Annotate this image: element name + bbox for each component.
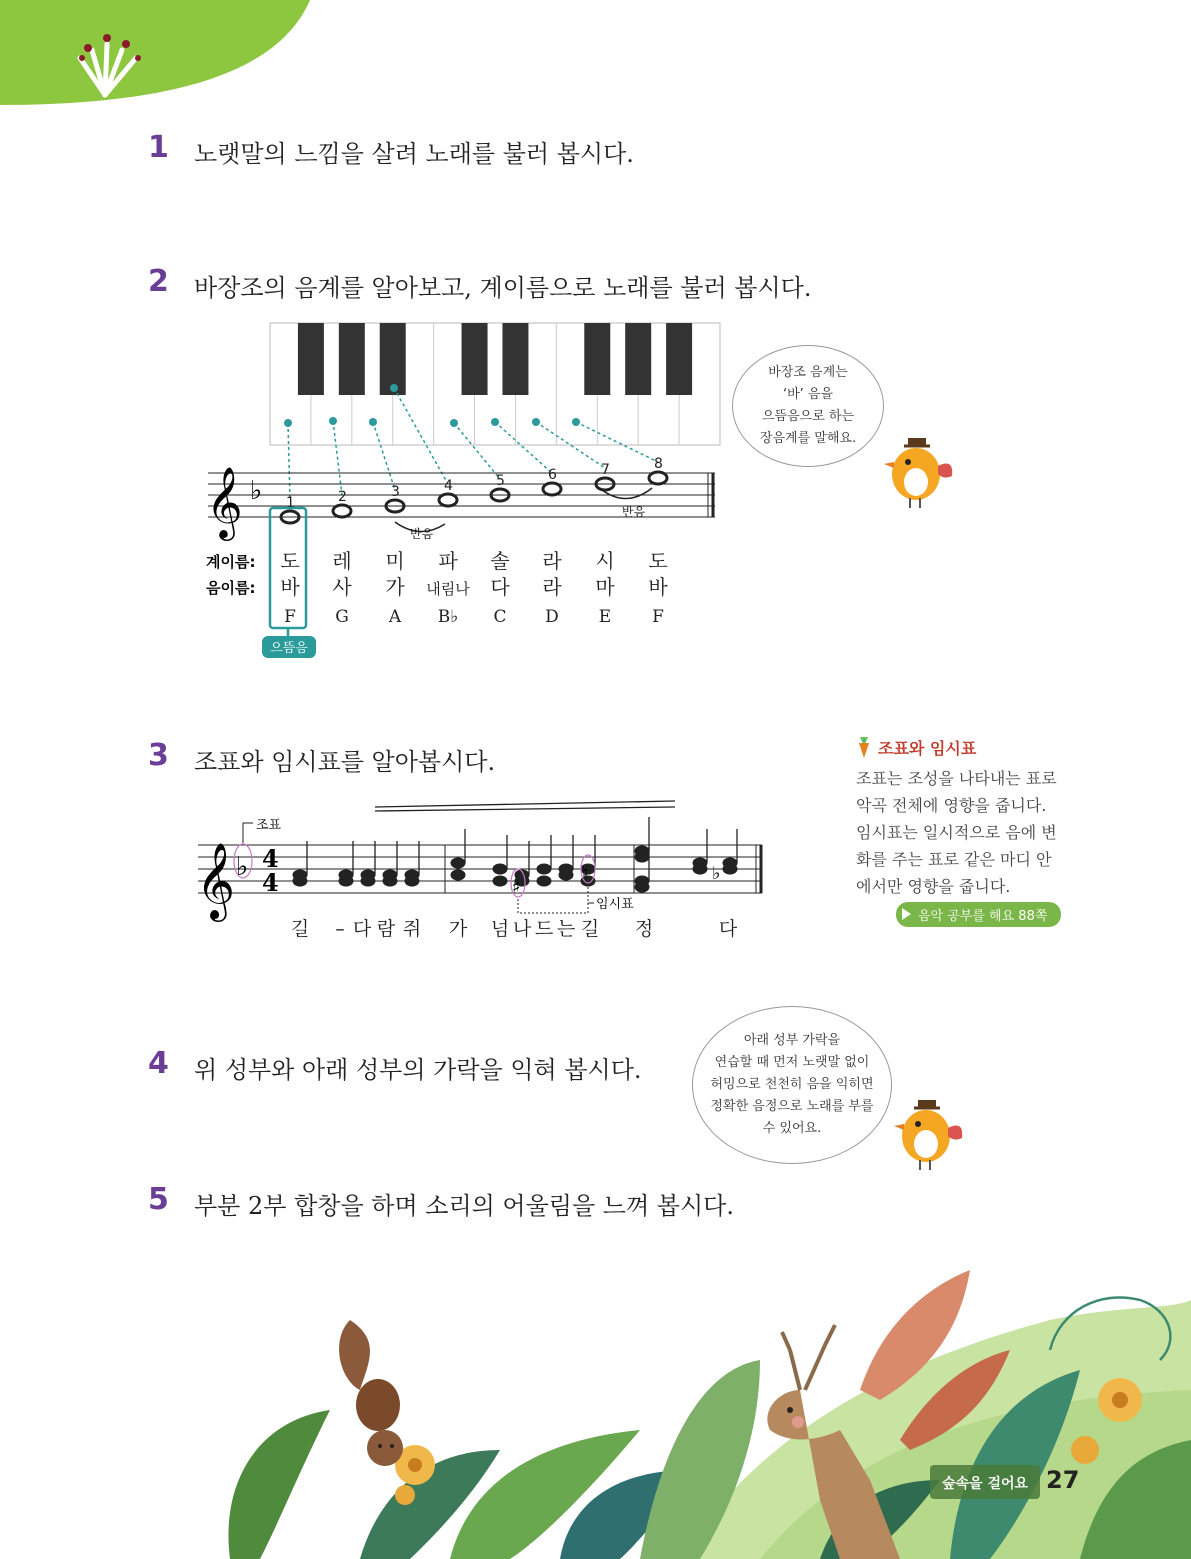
page-number: 27 xyxy=(1046,1466,1080,1494)
key-dot xyxy=(532,418,540,426)
question-5-number: 5 xyxy=(148,1182,169,1217)
lyric-syllable: 는 xyxy=(556,918,576,940)
syllable-row-label: 계이름: xyxy=(206,553,256,571)
question-2-text: 바장조의 음계를 알아보고, 계이름으로 노래를 불러 봅시다. xyxy=(194,274,812,302)
syllable: 도 xyxy=(280,549,300,573)
bird-icon xyxy=(888,1090,968,1172)
lyric-syllable: 다 xyxy=(352,918,372,940)
key-dot xyxy=(390,384,398,392)
letter-name: A xyxy=(388,607,402,627)
letter-name: F xyxy=(284,607,296,627)
info-box-body: 조표는 조성을 나타내는 표로 악곡 전체에 영향을 줍니다. 임시표는 일시적으로 음에 변 화를 주는 표로 같은 마디 안 에서만 영향을 줍니다. xyxy=(856,769,1057,896)
excerpt-note xyxy=(493,876,507,886)
carrot-icon xyxy=(856,737,872,759)
pitch-name: 라 xyxy=(542,575,562,599)
flat-key-signature-icon: ♭ xyxy=(250,476,263,506)
piano-keyboard xyxy=(270,323,720,445)
key-dot xyxy=(369,418,377,426)
key-dot xyxy=(450,419,458,427)
letter-name: C xyxy=(493,607,507,627)
excerpt-note xyxy=(559,870,573,880)
excerpt-note xyxy=(537,864,551,874)
black-key xyxy=(380,323,406,395)
lyric-syllable: 넘 xyxy=(490,918,510,940)
reference-link[interactable] xyxy=(896,902,1061,927)
letter-name: F xyxy=(652,607,664,627)
excerpt-note xyxy=(405,876,419,886)
syllable: 미 xyxy=(385,549,405,573)
pitch-name: 마 xyxy=(595,575,615,599)
pitch-name: 내림나 xyxy=(426,580,470,598)
question-4-number: 4 xyxy=(148,1046,169,1081)
excerpt-note xyxy=(723,864,737,874)
scale-note xyxy=(333,505,351,517)
tonic-badge-text: 으뜸음 xyxy=(270,641,308,656)
info-box-title: 조표와 임시표 xyxy=(878,739,977,758)
black-key xyxy=(666,323,692,395)
question-4-text: 위 성부와 아래 성부의 가락을 익혀 봅시다. xyxy=(194,1056,642,1084)
black-key xyxy=(462,323,488,395)
scale-degree: 1 xyxy=(286,495,295,511)
scale-degree: 2 xyxy=(338,489,347,505)
black-key xyxy=(298,323,324,395)
natural-accidental-icon: ♮ xyxy=(582,863,589,884)
speech-bubble-scale: 바장조 음계는 ‘바’ 음을 으뜸음으로 하는 장음계를 말해요. xyxy=(732,345,884,467)
scale-degree: 7 xyxy=(601,462,610,478)
scale-note xyxy=(649,472,667,484)
lyric-syllable: 가 xyxy=(448,918,468,940)
syllable: 시 xyxy=(595,549,615,573)
question-1-text: 노랫말의 느낌을 살려 노래를 불러 봅시다. xyxy=(194,140,634,168)
speech-bubble-practice: 아래 성부 가락을 연습할 때 먼저 노랫말 없이 허밍으로 천천히 음을 익히면 정확한 음정으로 노래를 부를 수 있어요. xyxy=(692,1006,892,1164)
scale-degree: 3 xyxy=(391,484,400,500)
excerpt-note xyxy=(493,864,507,874)
scale-figure xyxy=(190,318,750,663)
black-key xyxy=(339,323,365,395)
time-signature-top: 4 xyxy=(262,844,279,873)
black-key xyxy=(625,323,651,395)
pitch-name: 바 xyxy=(648,575,668,599)
syllable: 라 xyxy=(542,549,562,573)
play-arrow-icon xyxy=(902,908,911,920)
letter-name: B♭ xyxy=(437,607,459,627)
excerpt-note xyxy=(537,876,551,886)
flat-key-signature-icon: ♭ xyxy=(236,852,249,882)
treble-clef-icon: 𝄞 xyxy=(196,842,236,919)
lyric-syllable: 길 xyxy=(290,918,310,940)
key-dot xyxy=(329,417,337,425)
question-3-number: 3 xyxy=(148,738,169,773)
pitch-name: 바 xyxy=(280,575,300,599)
pitch-name: 사 xyxy=(332,575,352,599)
lyric-syllable: 나 xyxy=(512,918,532,940)
time-signature-bottom: 4 xyxy=(262,868,279,897)
key-dot xyxy=(284,419,292,427)
forest-illustration xyxy=(0,1250,1191,1559)
letter-name: G xyxy=(335,607,349,627)
excerpt-note xyxy=(339,876,353,886)
letter-name: E xyxy=(598,607,612,627)
question-2-number: 2 xyxy=(148,264,169,299)
excerpt-note xyxy=(635,882,649,892)
accidental-label: 임시표 xyxy=(596,897,634,912)
scale-note xyxy=(439,494,457,506)
excerpt-note xyxy=(383,876,397,886)
pitch-name: 가 xyxy=(385,575,405,599)
lyric-syllable: 쥐 xyxy=(402,918,422,940)
sharp-accidental-icon: ♯ xyxy=(512,877,521,898)
key-signature-label: 조표 xyxy=(256,818,282,833)
scale-degree: 6 xyxy=(548,467,557,483)
bird-icon xyxy=(878,428,958,510)
question-1-number: 1 xyxy=(148,130,169,165)
syllable: 도 xyxy=(648,549,668,573)
lyric-syllable: – xyxy=(335,918,345,940)
half-step-label-1: 반음 xyxy=(410,527,434,541)
corner-decoration xyxy=(0,0,320,110)
key-dot xyxy=(572,418,580,426)
key-dot xyxy=(491,418,499,426)
syllable: 레 xyxy=(332,549,352,573)
excerpt-note xyxy=(693,864,707,874)
question-3-text: 조표와 임시표를 알아봅시다. xyxy=(194,748,496,776)
footer-section-label: 숲속을 걸어요 xyxy=(942,1476,1029,1492)
half-step-label-2: 반음 xyxy=(622,505,646,519)
lyric-syllable: 람 xyxy=(376,918,396,940)
excerpt-note xyxy=(361,876,375,886)
treble-clef-icon: 𝄞 xyxy=(206,465,243,538)
black-key xyxy=(502,323,528,395)
music-excerpt xyxy=(190,795,790,955)
excerpt-note xyxy=(451,858,465,868)
lyric-syllable: 정 xyxy=(634,918,654,940)
excerpt-note xyxy=(293,876,307,886)
scale-degree: 8 xyxy=(654,456,663,472)
black-key xyxy=(584,323,610,395)
squirrel-icon xyxy=(339,1320,403,1466)
flat-accidental-icon: ♭ xyxy=(712,863,721,884)
syllable: 파 xyxy=(438,549,458,573)
lyric-syllable: 다 xyxy=(718,918,738,940)
key-signature-info-box xyxy=(856,736,1116,900)
reference-link-text: 음악 공부를 해요 88쪽 xyxy=(918,909,1048,924)
pitch-row-label: 음이름: xyxy=(206,579,256,597)
pitch-name: 다 xyxy=(490,575,510,599)
syllable: 솔 xyxy=(490,549,510,573)
letter-name: D xyxy=(545,607,559,627)
lyric-syllable: 길 xyxy=(580,918,600,940)
scale-degree: 4 xyxy=(444,478,453,494)
excerpt-note xyxy=(635,852,649,862)
lyric-syllable: 드 xyxy=(534,918,554,940)
excerpt-note xyxy=(451,870,465,880)
question-5-text: 부분 2부 합창을 하며 소리의 어울림을 느껴 봅시다. xyxy=(194,1192,734,1220)
scale-note xyxy=(543,483,561,495)
scale-degree: 5 xyxy=(496,473,505,489)
